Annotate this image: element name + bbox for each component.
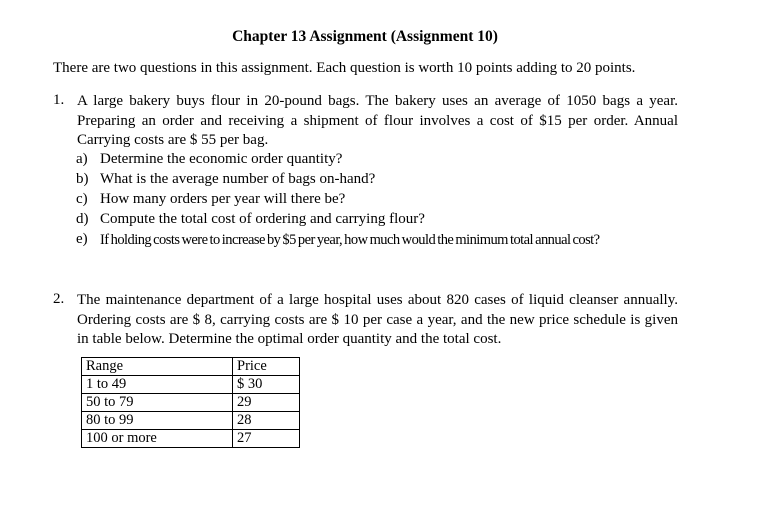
question-1 <box>53 92 678 151</box>
table-header-row <box>82 358 300 376</box>
part-text: What is the average number of bags on-hand? <box>100 171 376 187</box>
part-text: If holding costs were to increase by $5 per year, how much would the minimum total annual cost? <box>100 232 600 248</box>
table-cell-range: 80 to 99 <box>82 412 233 430</box>
table-header-price: Price <box>233 358 300 376</box>
table-cell-range: 1 to 49 <box>82 376 233 394</box>
table-cell-range: 50 to 79 <box>82 394 233 412</box>
question-1-part-b <box>76 169 681 189</box>
question-1-text: A large bakery buys flour in 20-pound bags. The bakery uses an average of 1050 bags a year. Preparing an order and receiving a shipment of flour involves a cost of $15 per order. Annual Carrying costs are $ 55 per bag. <box>77 93 678 148</box>
table-cell-price: 29 <box>233 394 300 412</box>
part-letter: e) <box>76 231 88 247</box>
question-1-part-e <box>76 229 681 252</box>
table-header-range: Range <box>82 358 233 376</box>
intro-text: There are two questions in this assignment. Each question is worth 10 points adding to 20 points. <box>53 60 636 76</box>
part-letter: a) <box>76 151 88 167</box>
question-2-text: The maintenance department of a large hospital uses about 820 cases of liquid cleanser annually. Ordering costs are $ 8, carrying costs are $ 10 per case a year, and the new price schedule is given in table below. Determine the optimal order quantity and the total cost. <box>77 292 678 347</box>
part-text: Compute the total cost of ordering and carrying flour? <box>100 211 425 227</box>
part-letter: c) <box>76 191 88 207</box>
table-cell-price: 28 <box>233 412 300 430</box>
table-cell-range: 100 or more <box>82 430 233 448</box>
page-title: Chapter 13 Assignment (Assignment 10) <box>232 28 498 45</box>
part-text: Determine the economic order quantity? <box>100 151 343 167</box>
table-cell-price: 27 <box>233 430 300 448</box>
part-letter: b) <box>76 171 89 187</box>
table-row <box>82 394 300 412</box>
question-1-parts <box>76 149 681 252</box>
table-row <box>82 412 300 430</box>
question-1-part-c <box>76 189 681 209</box>
part-text: How many orders per year will there be? <box>100 191 346 207</box>
part-letter: d) <box>76 211 89 227</box>
table-cell-price: $ 30 <box>233 376 300 394</box>
question-1-number: 1. <box>53 92 65 108</box>
question-2 <box>53 291 678 350</box>
table-row <box>82 430 300 448</box>
price-table <box>81 357 300 448</box>
table-row <box>82 376 300 394</box>
question-2-number: 2. <box>53 291 65 307</box>
question-1-part-d <box>76 209 681 229</box>
question-1-part-a <box>76 149 681 169</box>
